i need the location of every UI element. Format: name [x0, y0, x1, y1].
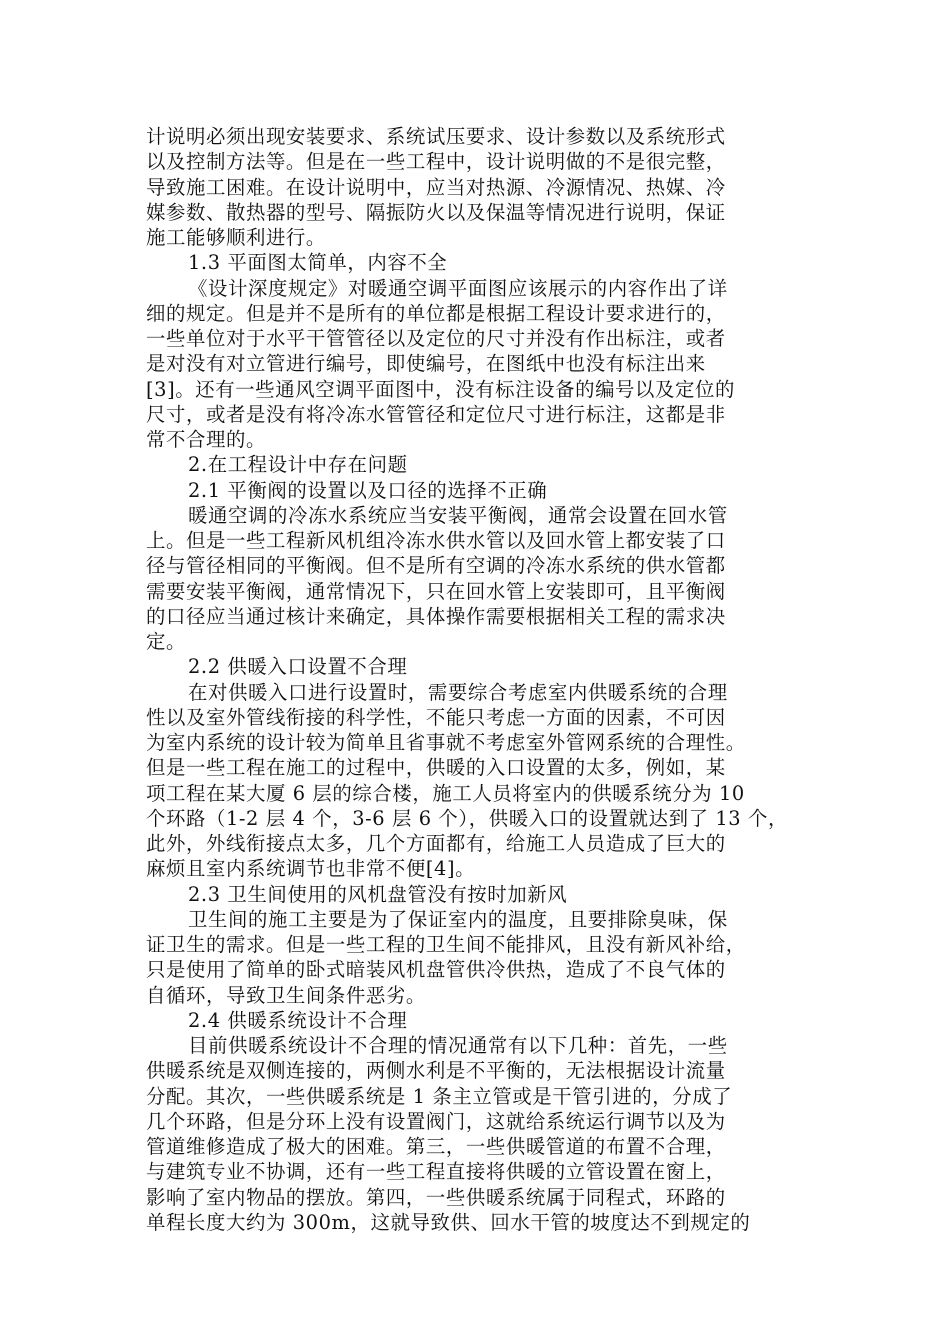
text-line: 麻烦且室内系统调节也非常不便[4]。 — [146, 857, 476, 881]
text-line: 定。 — [146, 630, 186, 653]
text-line: 导致施工困难。在设计说明中，应当对热源、冷源情况、热媒、冷 — [146, 175, 726, 199]
text-line: 管道维修造成了极大的困难。第三，一些供暖管道的布置不合理， — [146, 1135, 726, 1158]
text-line: 供暖系统是双侧连接的，两侧水利是不平衡的，无法根据设计流量 — [146, 1059, 726, 1083]
document-body — [146, 124, 806, 1235]
text-line: 目前供暖系统设计不合理的情况通常有以下几种：首先，一些 — [188, 1034, 728, 1057]
text-line: 证卫生的需求。但是一些工程的卫生间不能排风，且没有新风补给， — [146, 933, 746, 956]
text-line: 尺寸，或者是没有将冷冻水管管径和定位尺寸进行标注，这都是非 — [146, 402, 726, 426]
text-line: 细的规定。但是并不是所有的单位都是根据工程设计要求进行的， — [146, 301, 726, 325]
text-line: 几个环路，但是分环上没有设置阀门，这就给系统运行调节以及为 — [146, 1109, 726, 1133]
text-line: 的口径应当通过核计来确定，具体操作需要根据相关工程的需求决 — [146, 604, 726, 628]
text-line: 在对供暖入口进行设置时，需要综合考虑室内供暖系统的合理 — [188, 680, 728, 704]
text-line: 计说明必须出现安装要求、系统试压要求、设计参数以及系统形式 — [146, 125, 726, 148]
text-line: 性以及室外管线衔接的科学性，不能只考虑一方面的因素，不可因 — [146, 705, 726, 729]
text-line: 分配。其次，一些供暖系统是 1 条主立管或是干管引进的，分成了 — [146, 1084, 733, 1108]
text-line: 为室内系统的设计较为简单且省事就不考虑室外管网系统的合理性。 — [146, 731, 746, 754]
text-line: 2.3 卫生间使用的风机盘管没有按时加新风 — [188, 882, 568, 906]
text-line: 媒参数、散热器的型号、隔振防火以及保温等情况进行说明，保证 — [146, 200, 726, 224]
text-line: 影响了室内物品的摆放。第四，一些供暖系统属于同程式，环路的 — [146, 1185, 726, 1209]
text-line: 只是使用了简单的卧式暗装风机盘管供冷供热，造成了不良气体的 — [146, 958, 726, 982]
text-line: 暖通空调的冷冻水系统应当安装平衡阀，通常会设置在回水管 — [188, 503, 728, 527]
text-line: 2.1 平衡阀的设置以及口径的选择不正确 — [188, 478, 548, 502]
text-line: 《设计深度规定》对暖通空调平面图应该展示的内容作出了详 — [188, 276, 728, 300]
text-line: 2.在工程设计中存在问题 — [188, 453, 408, 477]
text-line: 自循环，导致卫生间条件恶劣。 — [146, 983, 426, 1007]
text-line: [3]。还有一些通风空调平面图中，没有标注设备的编号以及定位的 — [146, 377, 736, 401]
text-line: 个环路（1-2 层 4 个，3-6 层 6 个），供暖入口的设置就达到了 13 个， — [146, 806, 788, 830]
text-line: 卫生间的施工主要是为了保证室内的温度，且要排除臭味，保 — [188, 907, 728, 931]
text-line: 需要安装平衡阀，通常情况下，只在回水管上安装即可，且平衡阀 — [146, 579, 726, 603]
text-line: 常不合理的。 — [146, 428, 266, 451]
text-line: 2.2 供暖入口设置不合理 — [188, 655, 408, 679]
text-line: 此外，外线衔接点太多，几个方面都有，给施工人员造成了巨大的 — [146, 832, 726, 855]
text-line: 施工能够顺利进行。 — [146, 226, 326, 249]
text-line: 是对没有对立管进行编号，即使编号，在图纸中也没有标注出来 — [146, 352, 706, 376]
text-line: 但是一些工程在施工的过程中，供暖的入口设置的太多，例如，某 — [146, 756, 726, 780]
text-line: 项工程在某大厦 6 层的综合楼，施工人员将室内的供暖系统分为 10 — [146, 781, 745, 805]
text-line: 单程长度大约为 300m，这就导致供、回水干管的坡度达不到规定的 — [146, 1210, 751, 1234]
text-line: 与建筑专业不协调，还有一些工程直接将供暖的立管设置在窗上， — [146, 1160, 726, 1184]
text-line: 以及控制方法等。但是在一些工程中，设计说明做的不是很完整， — [146, 150, 726, 174]
text-line: 上。但是一些工程新风机组冷冻水供水管以及回水管上都安装了口 — [146, 529, 726, 552]
text-line: 2.4 供暖系统设计不合理 — [188, 1008, 408, 1032]
text-line: 一些单位对于水平干管管径以及定位的尺寸并没有作出标注，或者 — [146, 327, 726, 350]
text-line: 1.3 平面图太简单，内容不全 — [188, 251, 448, 275]
text-line: 径与管径相同的平衡阀。但不是所有空调的冷冻水系统的供水管都 — [146, 554, 726, 578]
